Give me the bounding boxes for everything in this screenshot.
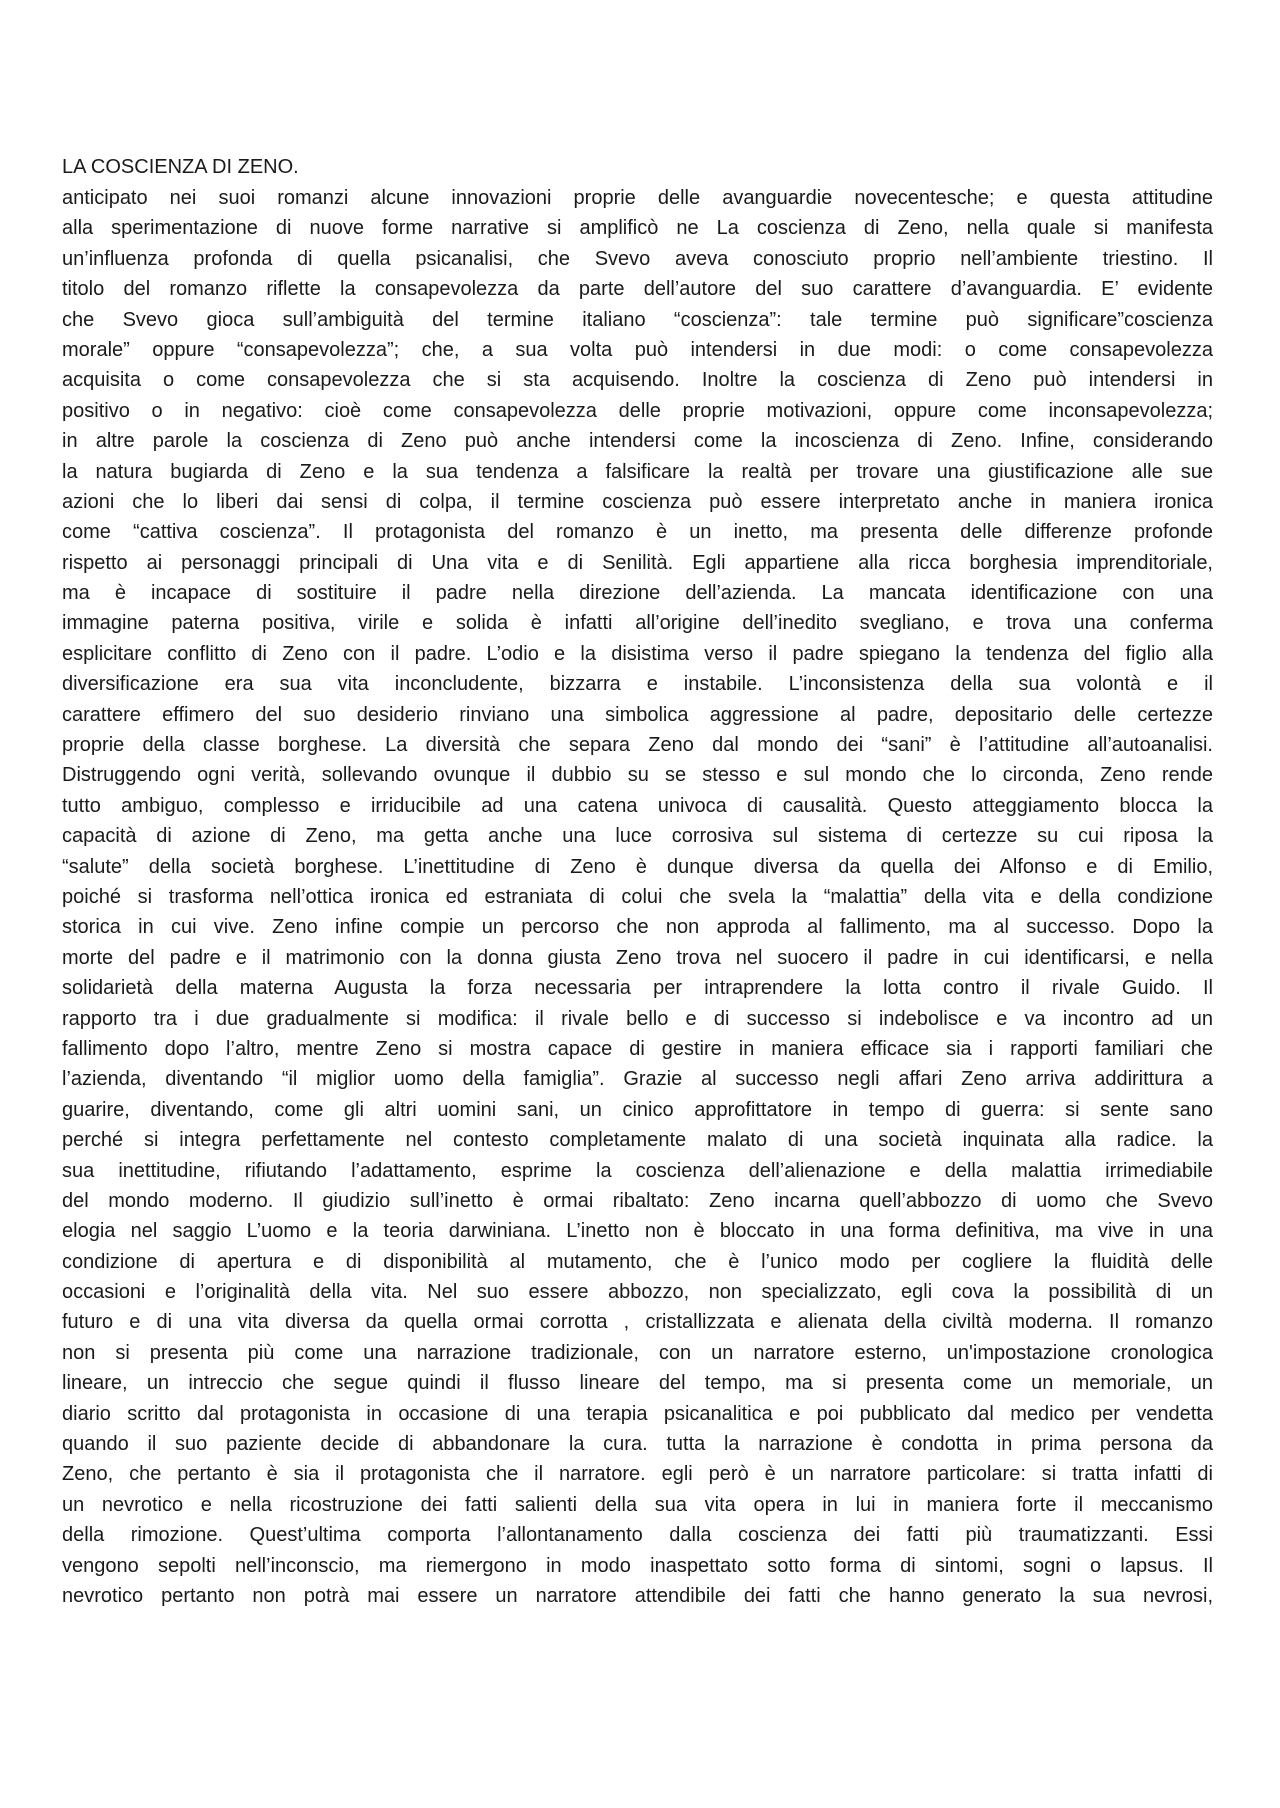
body-line: fallimento dopo l’altro, mentre Zeno si mostra capace di gestire in maniera efficace sia i rapporti familiari che — [62, 1037, 1213, 1060]
body-line: non si presenta più come una narrazione tradizionale, con un narratore esterno, un'impostazione cronologica — [62, 1341, 1213, 1364]
body-line: tutto ambiguo, complesso e irriducibile ad una catena univoca di causalità. Questo atteggiamento blocca la — [62, 794, 1213, 817]
body-line: acquisita o come consapevolezza che si sta acquisendo. Inoltre la coscienza di Zeno può intendersi in — [62, 369, 1213, 392]
body-line: nevrotico pertanto non potrà mai essere un narratore attendibile dei fatti che hanno generato la sua nevrosi, — [62, 1584, 1213, 1607]
body-line: un’influenza profonda di quella psicanalisi, che Svevo aveva conosciuto proprio nell’ambiente triestino. Il — [62, 247, 1213, 270]
body-line: carattere effimero del suo desiderio rinviano una simbolica aggressione al padre, depositario delle certezze — [62, 703, 1213, 726]
body-line: anticipato nei suoi romanzi alcune innovazioni proprie delle avanguardie novecentesche; e questa attitudine — [62, 187, 1213, 209]
body-line: poiché si trasforma nell’ottica ironica ed estraniata di colui che svela la “malattia” della vita e della condizione — [62, 885, 1213, 908]
body-line: capacità di azione di Zeno, ma getta anche una luce corrosiva sul sistema di certezze su cui riposa la — [62, 825, 1213, 848]
body-line: occasioni e l’originalità della vita. Nel suo essere abbozzo, non specializzato, egli cova la possibilità di un — [62, 1281, 1213, 1304]
body-line: storica in cui vive. Zeno infine compie un percorso che non approda al fallimento, ma al successo. Dopo la — [62, 916, 1213, 939]
body-line: proprie della classe borghese. La diversità che separa Zeno dal mondo dei “sani” è l’attitudine all’autoanalisi. — [62, 734, 1213, 757]
body-line: ma è incapace di sostituire il padre nella direzione dell’azienda. La mancata identificazione con una — [62, 582, 1213, 605]
body-line: immagine paterna positiva, virile e solida è infatti all’origine dell’inedito svegliano, e trova una conferma — [62, 612, 1213, 635]
body-line: esplicitare conflitto di Zeno con il padre. L’odio e la disistima verso il padre spiegano la tendenza del figlio alla — [62, 642, 1213, 665]
body-line: diversificazione era sua vita inconcludente, bizzarra e instabile. L’inconsistenza della sua volontà e il — [62, 673, 1213, 696]
body-line: futuro e di una vita diversa da quella ormai corrotta , cristallizzata e alienata della civiltà moderna. Il romanzo — [62, 1311, 1213, 1334]
body-line: azioni che lo liberi dai sensi di colpa, il termine coscienza può essere interpretato anche in maniera ironica — [62, 490, 1213, 513]
body-line: un nevrotico e nella ricostruzione dei fatti salienti della sua vita opera in lui in maniera forte il meccanismo — [62, 1493, 1213, 1516]
body-line: elogia nel saggio L’uomo e la teoria darwiniana. L’inetto non è bloccato in una forma definitiva, ma vive in una — [62, 1220, 1213, 1243]
body-line: guarire, diventando, come gli altri uomini sani, un cinico approfittatore in tempo di guerra: si sente sano — [62, 1098, 1213, 1121]
body-line: solidarietà della materna Augusta la forza necessaria per intraprendere la lotta contro il rivale Guido. Il — [62, 977, 1213, 1000]
body-line: morale” oppure “consapevolezza”; che, a sua volta può intendersi in due modi: o come consapevolezza — [62, 338, 1213, 361]
body-line: del mondo moderno. Il giudizio sull’inetto è ormai ribaltato: Zeno incarna quell’abbozzo di uomo che Svevo — [62, 1189, 1213, 1212]
body-line: lineare, un intreccio che segue quindi il flusso lineare del tempo, ma si presenta come un memoriale, un — [62, 1372, 1213, 1395]
body-line: della rimozione. Quest’ultima comporta l’allontanamento dalla coscienza dei fatti più traumatizzanti. Essi — [62, 1524, 1213, 1547]
body-line: l’azienda, diventando “il miglior uomo della famiglia”. Grazie al successo negli affari Zeno arriva addirittura a — [62, 1068, 1213, 1091]
body-line: “salute” della società borghese. L’inettitudine di Zeno è dunque diversa da quella dei Alfonso e di Emilio, — [62, 855, 1213, 878]
body-line: come “cattiva coscienza”. Il protagonista del romanzo è un inetto, ma presenta delle differenze profonde — [62, 521, 1213, 544]
body-line: che Svevo gioca sull’ambiguità del termine italiano “coscienza”: tale termine può significare”coscienza — [62, 308, 1213, 331]
body-line: perché si integra perfettamente nel contesto completamente malato di una società inquinata alla radice. la — [62, 1129, 1213, 1152]
body-line: rispetto ai personaggi principali di Una vita e di Senilità. Egli appartiene alla ricca borghesia imprenditoriale, — [62, 551, 1213, 574]
document-body — [62, 183, 1213, 1611]
document-title: LA COSCIENZA DI ZENO. — [62, 156, 299, 178]
body-line: condizione di apertura e di disponibilità al mutamento, che è l’unico modo per cogliere la fluidità delle — [62, 1250, 1213, 1273]
body-line: rapporto tra i due gradualmente si modifica: il rivale bello e di successo si indebolisce e va incontro ad un — [62, 1007, 1213, 1030]
body-line: Distruggendo ogni verità, sollevando ovunque il dubbio su se stesso e sul mondo che lo circonda, Zeno rende — [62, 764, 1213, 787]
body-line: positivo o in negativo: cioè come consapevolezza delle proprie motivazioni, oppure come inconsapevolezza; — [62, 399, 1213, 422]
body-line: quando il suo paziente decide di abbandonare la cura. tutta la narrazione è condotta in prima persona da — [62, 1433, 1213, 1456]
body-line: in altre parole la coscienza di Zeno può anche intendersi come la incoscienza di Zeno. Infine, considerando — [62, 430, 1213, 453]
body-line: vengono sepolti nell’inconscio, ma riemergono in modo inaspettato sotto forma di sintomi, sogni o lapsus. Il — [62, 1554, 1213, 1577]
body-line: alla sperimentazione di nuove forme narrative si amplificò ne La coscienza di Zeno, nella quale si manifesta — [62, 217, 1213, 240]
body-line: morte del padre e il matrimonio con la donna giusta Zeno trova nel suocero il padre in cui identificarsi, e nella — [62, 946, 1213, 969]
body-line: sua inettitudine, rifiutando l’adattamento, esprime la coscienza dell’alienazione e della malattia irrimediabile — [62, 1159, 1213, 1182]
document-page — [62, 152, 1213, 1611]
body-line: diario scritto dal protagonista in occasione di una terapia psicanalitica e poi pubblicato dal medico per vendetta — [62, 1402, 1213, 1425]
body-line: Zeno, che pertanto è sia il protagonista che il narratore. egli però è un narratore particolare: si tratta infatti di — [62, 1463, 1213, 1486]
body-line: titolo del romanzo riflette la consapevolezza da parte dell’autore del suo carattere d’avanguardia. E’ evidente — [62, 278, 1213, 301]
body-line: la natura bugiarda di Zeno e la sua tendenza a falsificare la realtà per trovare una giustificazione alle sue — [62, 460, 1213, 483]
